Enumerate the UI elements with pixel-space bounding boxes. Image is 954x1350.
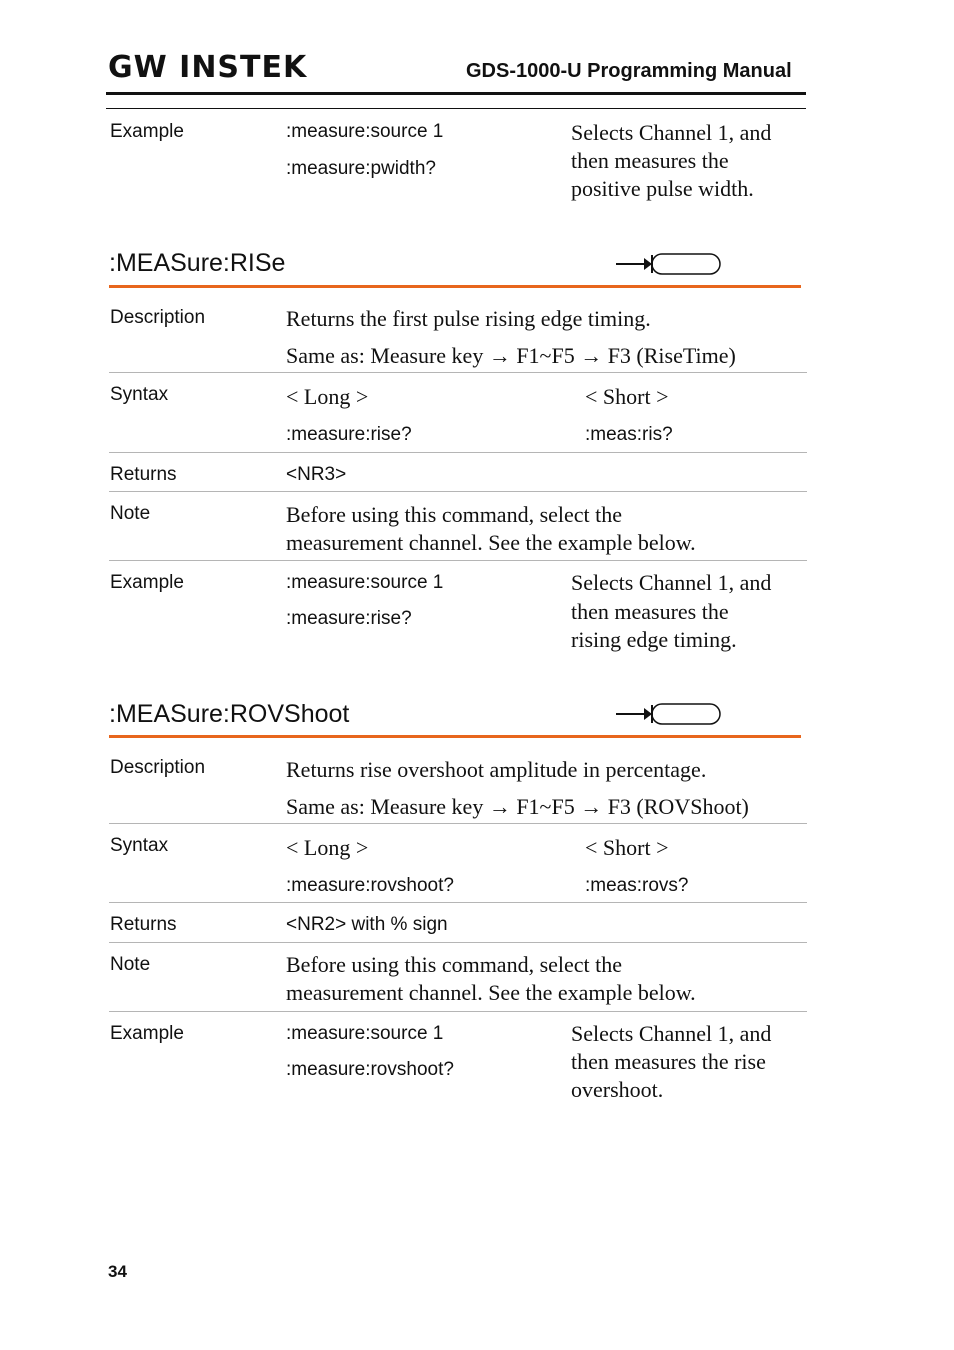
syntax-short-label: < Short > [585,835,669,860]
section-heading-rule [109,735,801,738]
header-rule-thick [106,92,806,95]
row-divider [109,823,807,824]
syntax-long-command: :measure:rise? [286,424,412,445]
description-text: Returns rise overshoot amplitude in percentage. [286,757,707,782]
example-label: Example [110,121,184,142]
example-desc-line: then measures the [571,599,729,624]
note-text: Before using this command, select the [286,952,623,977]
syntax-label: Syntax [110,384,169,405]
syntax-short-command: :meas:rovs? [585,875,689,896]
row-divider [109,491,807,492]
section-heading-rule [109,285,801,288]
note-label: Note [110,954,151,975]
example-code-line: :measure:source 1 [286,121,444,142]
syntax-long-command: :measure:rovshoot? [286,875,454,896]
note-text: measurement channel. See the example below. [286,530,696,555]
example-code-line: :measure:rise? [286,608,412,629]
example-code-line: :measure:pwidth? [286,158,436,179]
note-text: measurement channel. See the example below. [286,980,696,1005]
header-rule-thin [106,108,806,109]
description-text: Same as: Measure key → F1~F5 → F3 (RiseTime) [286,343,736,368]
page-number: 34 [108,1262,127,1281]
example-label: Example [110,1023,184,1044]
example-desc-line: overshoot. [571,1077,664,1102]
brand-logo: GW INSTEK [108,50,308,85]
returns-value: <NR2> with % sign [286,914,448,935]
returns-label: Returns [110,464,177,485]
returns-label: Returns [110,914,177,935]
syntax-short-command: :meas:ris? [585,424,673,445]
syntax-label: Syntax [110,835,169,856]
section-heading: :MEASure:ROVShoot [109,700,350,728]
example-label: Example [110,572,184,593]
example-desc-line: positive pulse width. [571,176,754,201]
syntax-short-label: < Short > [585,384,669,409]
note-label: Note [110,503,151,524]
section-heading: :MEASure:RISe [109,249,286,277]
description-label: Description [110,757,206,778]
example-code-line: :measure:rovshoot? [286,1059,454,1080]
syntax-long-label: < Long > [286,384,369,409]
returns-value: <NR3> [286,464,347,485]
query-arrow-icon [614,701,724,727]
query-arrow-icon [614,251,724,277]
description-text: Same as: Measure key → F1~F5 → F3 (ROVShoot) [286,794,749,819]
example-desc-line: rising edge timing. [571,627,737,652]
note-text: Before using this command, select the [286,502,623,527]
row-divider [109,372,807,373]
row-divider [109,902,807,903]
row-divider [109,560,807,561]
example-desc-line: Selects Channel 1, and [571,570,772,595]
row-divider [109,1011,807,1012]
example-code-line: :measure:source 1 [286,1023,444,1044]
syntax-long-label: < Long > [286,835,369,860]
example-code-line: :measure:source 1 [286,572,444,593]
document-title: GDS-1000-U Programming Manual [466,60,792,82]
description-label: Description [110,307,206,328]
description-text: Returns the first pulse rising edge timing. [286,306,651,331]
row-divider [109,942,807,943]
example-desc-line: Selects Channel 1, and [571,120,772,145]
example-desc-line: then measures the rise [571,1049,766,1074]
example-desc-line: Selects Channel 1, and [571,1021,772,1046]
row-divider [109,452,807,453]
example-desc-line: then measures the [571,148,729,173]
